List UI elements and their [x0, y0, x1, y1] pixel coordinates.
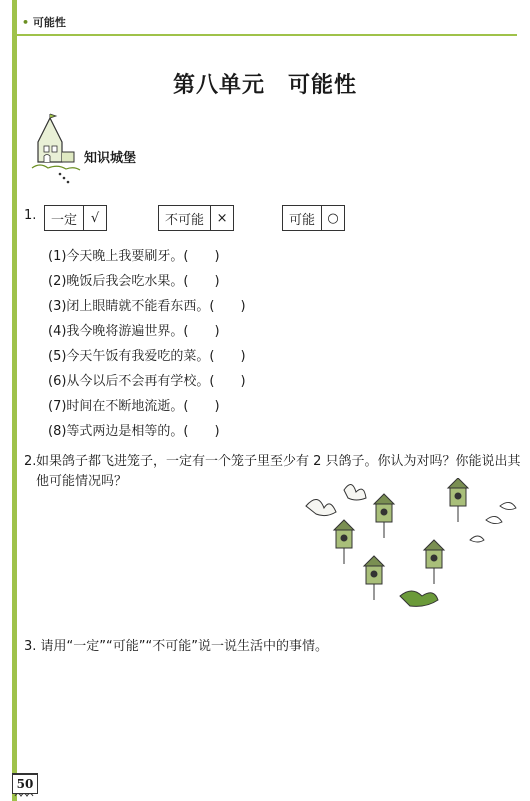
circle-symbol: ○ — [321, 206, 344, 230]
header-rule — [17, 34, 517, 36]
question-3-number: 3. — [24, 639, 37, 654]
question-2-text: 如果鸽子都飞进笼子，一定有一个笼子里至少有 2 只鸽子。你认为对吗？你能说出其他可能情况吗？ — [36, 454, 521, 489]
question-1-items — [48, 244, 246, 444]
list-item: (2)晚饭后我会吃水果。( ) — [48, 274, 220, 289]
question-3-text: 请用“一定”“可能”“不可能”说一说生活中的事情。 — [40, 639, 328, 654]
legend-box-certain — [44, 205, 107, 231]
cross-symbol: × — [210, 206, 233, 230]
question-1-number: 1. — [24, 208, 37, 223]
legend-label: 可能 — [289, 212, 316, 228]
running-header: • 可能性 — [22, 14, 66, 30]
green-bird-icon — [400, 591, 438, 606]
question-2-number: 2. — [24, 454, 37, 469]
legend-label: 不可能 — [165, 212, 205, 228]
birdhouse-icon — [448, 478, 468, 522]
legend-box-possible — [282, 205, 345, 231]
section-heading: 知识城堡 — [84, 151, 137, 166]
page-number-ornament — [14, 790, 36, 798]
list-item: (6)从今以后不会再有学校。( ) — [48, 374, 246, 389]
list-item: (3)闭上眼睛就不能看东西。( ) — [48, 299, 246, 314]
page-title: 第八单元 可能性 — [172, 73, 357, 98]
page-number: 50 — [12, 773, 38, 794]
list-item: (5)今天午饭有我爱吃的菜。( ) — [48, 349, 246, 364]
birdhouse-icon — [374, 494, 394, 538]
legend-label: 一定 — [51, 212, 78, 228]
birdhouse-icon — [364, 556, 384, 600]
list-item: (7)时间在不断地流逝。( ) — [48, 399, 220, 414]
question-3 — [24, 635, 328, 654]
legend-box-impossible — [158, 205, 234, 231]
castle-icon — [30, 112, 82, 190]
list-item: (1)今天晚上我要刷牙。( ) — [48, 249, 220, 264]
left-margin-rule — [12, 0, 17, 801]
birdhouse-icon — [334, 520, 354, 564]
list-item: (4)我今晚将游遍世界。( ) — [48, 324, 220, 339]
list-item: (8)等式两边是相等的。( ) — [48, 424, 220, 439]
check-symbol: √ — [83, 206, 106, 230]
birdhouse-icon — [424, 540, 444, 584]
pigeons-and-birdhouses-illustration — [300, 478, 530, 618]
